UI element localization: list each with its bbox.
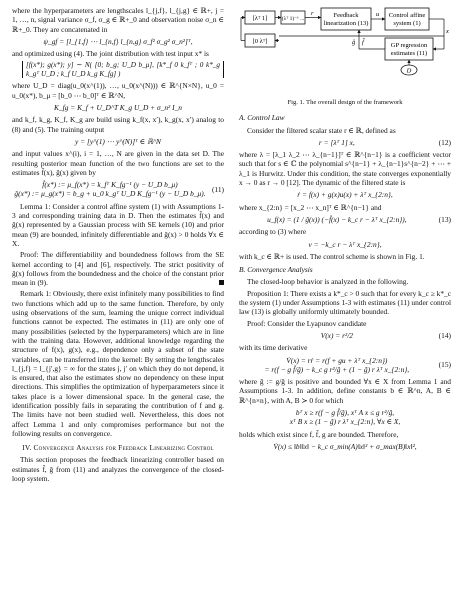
- equation-y: y = [y^(1) ⋯ y^(N)]ᵀ ∈ ℝ^N: [75, 136, 161, 146]
- data-set-label: D: [406, 67, 412, 75]
- paragraph: The closed-loop behavior is analyzed in the following.: [247, 277, 409, 287]
- paragraph: according to (3) where: [239, 227, 307, 237]
- subsection-heading: A. Control Law: [239, 113, 285, 123]
- equation-12: r = [λᵀ 1] x, (12): [318, 137, 451, 147]
- paragraph: where the hyperparameters are lengthscales l_{j,f}, l_{j,g} ∈ ℝ+, j = 1, …, n, signal variance σ_f, σ_g ∈ ℝ+_0 and observation noise σ_n ∈ ℝ+_0. They are concatenated in: [12, 6, 224, 34]
- signal-u-label: u: [376, 11, 380, 18]
- subsection-heading: B. Convergence Analysis: [239, 265, 313, 275]
- paragraph: and optimized using (4). The joint distribution with test input x* is: [12, 49, 209, 59]
- ctrl-block-line2: system (1): [393, 20, 421, 27]
- integrator-block-label: (λᵀ 1)⁻¹ ...: [281, 16, 305, 22]
- equation-K: K_fg = K_f + U_D^T K_g U_D + σ_n² I_n: [54, 103, 182, 113]
- proposition-1: Proposition 1: There exists a k*_c > 0 such that for every k_c ≥ k*_c the system (1) under Assumptions 1-3 with estimates (11) under control law (13) is globally uniformly ultimately bounded.: [239, 288, 451, 317]
- paragraph: with k_c ∈ ℝ+ is used. The control scheme is shown in Fig. 1.: [239, 251, 425, 261]
- qed-icon: [219, 280, 224, 285]
- signal-r-label: r: [311, 10, 314, 17]
- equation-rdot: ṙ = f(x) + g(x)u(x) + λᵀ x_{2:n},: [297, 190, 393, 200]
- remark-1: Remark 1: Obviously, there exist infinitely many possibilities to find two functions which add up to the same function. Therefore, by only using observations of the sum, learning the unique correct individual functions cannot be expected. The estimates in (11) are only one of many possibilities (selected by the hyperparameters) which are in line with the training data. However, additional knowledge regarding the structure of f(x), g(x), e.g., dependence only a subset of the state variables, can be transferred into the kernel: By setting the lengthscales l_{j,f} = l_{j′,g} = ∞ for the states j, j′ on which they do not depend, it is ensured, that also the estimates show no dependency on these input directions. This simplifies the optimization of hyperparameters since it takes place is a lower dimensional space. In the general case, the identification possibly fails in separating the contribution of f and g. The limits have not been studied well. Nevertheless, this does not affect Lemma 1 and only compromises performance but not the following results on convergence.: [12, 289, 224, 438]
- paragraph: Consider the filtered scalar state r ∈ ℝ, defined as: [247, 125, 396, 135]
- paragraph: where λ = [λ_1 λ_2 ⋯ λ_{n−1}]ᵀ ∈ ℝ^{n−1} is a coefficient vector such that for s ∈ ℂ the polynomial s^{n−1} + λ_{n−1}s^{n−2} + ⋯ + λ_1 is Hurwitz. Under this condition, the state converges exponentially x → 0 as r → 0 [12]. The dynamic of the filtered state is: [239, 150, 451, 188]
- paragraph: This section proposes the feedback linearizing controller based on estimates f̂, ĝ from (11) and analyzes the convergence of the closed-loop system.: [12, 455, 224, 484]
- gp-block-line1: GP regression: [390, 42, 428, 49]
- equation-11b: ĝ(x*) := μ_g(x*) = b_g + u_0 k_gᵀ U_D K_fg⁻¹ (y − U_D b_μ).: [14, 189, 206, 199]
- equation-13: u_f(x) = (1 / ĝ(x)) (−f̂(x) − k_c r − λᵀ x_{2:n}), (13): [267, 214, 451, 224]
- signal-g-label: ĝ: [352, 39, 356, 46]
- fb-block-line2: linearization (13): [323, 20, 369, 27]
- paragraph: and input values x^(i), i = 1, …, N are given in the data set D. The resulting posterior mean function of the two functions are set to the estimates f̂(x), ĝ(x) given by: [12, 149, 224, 177]
- zero-lambda-block-label: [0 λᵀ]: [252, 38, 268, 45]
- equation-number: (15): [438, 360, 451, 370]
- left-column: [12, 6, 224, 485]
- fb-block-line1: Feedback: [333, 12, 359, 19]
- framework-figure: [239, 6, 451, 96]
- equation-number: (12): [438, 137, 451, 147]
- figure-caption: Fig. 1. The overall design of the framework: [287, 99, 403, 106]
- paragraph: where x_{2:n} = [x_2 ⋯ x_n]ᵀ ∈ ℝ^{n−1} and: [239, 202, 382, 212]
- equation-joint-distribution: [f(x*); g(x*); y] ∼ N( [0; b_g; U_D b_μ], [k*_f 0 k_fᵀ ; 0 k*_g k_gᵀ U_D ; k_f U_D k_g K_fg] ): [22, 61, 224, 78]
- signal-f-label: f̂: [362, 39, 364, 46]
- signal-x-label: x: [446, 28, 449, 35]
- paragraph: where U_D = diag(u_0(x^(1)), …, u_0(x^(N))) ∈ ℝ^{N×N}, u_0 = u_0(x*), b_μ = [b_0 ⋯ b_0]ᵀ ∈ ℝ^N,: [12, 81, 224, 100]
- equation-15b: = r(f − g f̂/ĝ) − k_c g r²/ĝ + (1 − g̃) r λᵀ x_{2:n},: [264, 364, 410, 374]
- paragraph: with its time derivative: [239, 343, 308, 353]
- gp-block-line2: estimates (11): [390, 50, 428, 57]
- equation-15: [239, 356, 451, 375]
- inequality-block: [239, 408, 451, 427]
- paragraph: holds which exist since f, f̂, g are bounded. Therefore,: [239, 429, 399, 439]
- equation-vdot-bound: V̇(x) ≤ ‖b‖‖x‖ − k_c σ_min(A)‖x‖² + σ_max(B)‖x‖²,: [273, 441, 417, 451]
- equation-nu: ν = −k_c r − λᵀ x_{2:n},: [308, 239, 382, 249]
- proof: Proof: The differentiability and boundedness follows from the SE kernel according to [4] and [6], respectively. The strict positivity of ĝ(x) follows from the boundedness and the choice of the constant prior mean in (9).: [12, 250, 224, 288]
- paragraph: and k_f, k_g, K_f, K_g are build using k_f(x, x′), k_g(x, x′) analog to (8) and (5). The training output: [12, 115, 224, 134]
- ctrl-block-line1: Control affine: [388, 12, 426, 19]
- equation-14: V(x) = r²/2 (14): [320, 330, 451, 340]
- equation-number: (11): [211, 184, 224, 194]
- inequality-2: xᵀ B x ≥ (1 − g̃) r λᵀ x_{2:n}, ∀x ∈ X,: [289, 417, 401, 427]
- proof: Proof: Consider the Lyapunov candidate: [247, 318, 367, 328]
- lambda-block-label: [λᵀ 1]: [252, 15, 268, 22]
- equation-11a: f̂(x*) := μ_f(x*) = k_fᵀ K_fg⁻¹ (y − U_D b_μ): [42, 180, 178, 190]
- equation-11: [12, 180, 224, 199]
- inequality-1: bᵀ x ≥ r(f − g f̂/ĝ), xᵀ A x ≤ g r²/ĝ,: [295, 408, 395, 418]
- lemma-1: Lemma 1: Consider a control affine system (1) with Assumptions 1-3 and corresponding training data in D. Then the estimates f̂(x) and ĝ(x) represented by a Gaussian process with SE kernels (10) and prior mean (9) are bounded, infinitely differentiable and ĝ(x) > 0 holds ∀x ∈ X.: [12, 201, 224, 248]
- equation-psi: ψ_gf = [l_{1,f} ⋯ l_{n,f} l_{n,g} σ_f² σ_g² σ_n²]ᵀ,: [43, 36, 193, 46]
- paragraph: where g̃ := g/ĝ is positive and bounded ∀x ∈ X from Lemma 1 and Assumptions 1-3. In addition, define constants b ∈ ℝ^n, A, B ∈ ℝ^{n×n}, with A, B ≻ 0 for which: [239, 377, 451, 405]
- section-heading: IV. Convergence Analysis for Feedback Linearizing Control: [22, 443, 214, 453]
- equation-number: (14): [438, 330, 451, 340]
- equation-number: (13): [438, 214, 451, 224]
- equation-15a: V̇(x) = rṙ = r(f + gu + λᵀ x_{2:n}): [286, 355, 388, 365]
- right-column: [239, 6, 451, 454]
